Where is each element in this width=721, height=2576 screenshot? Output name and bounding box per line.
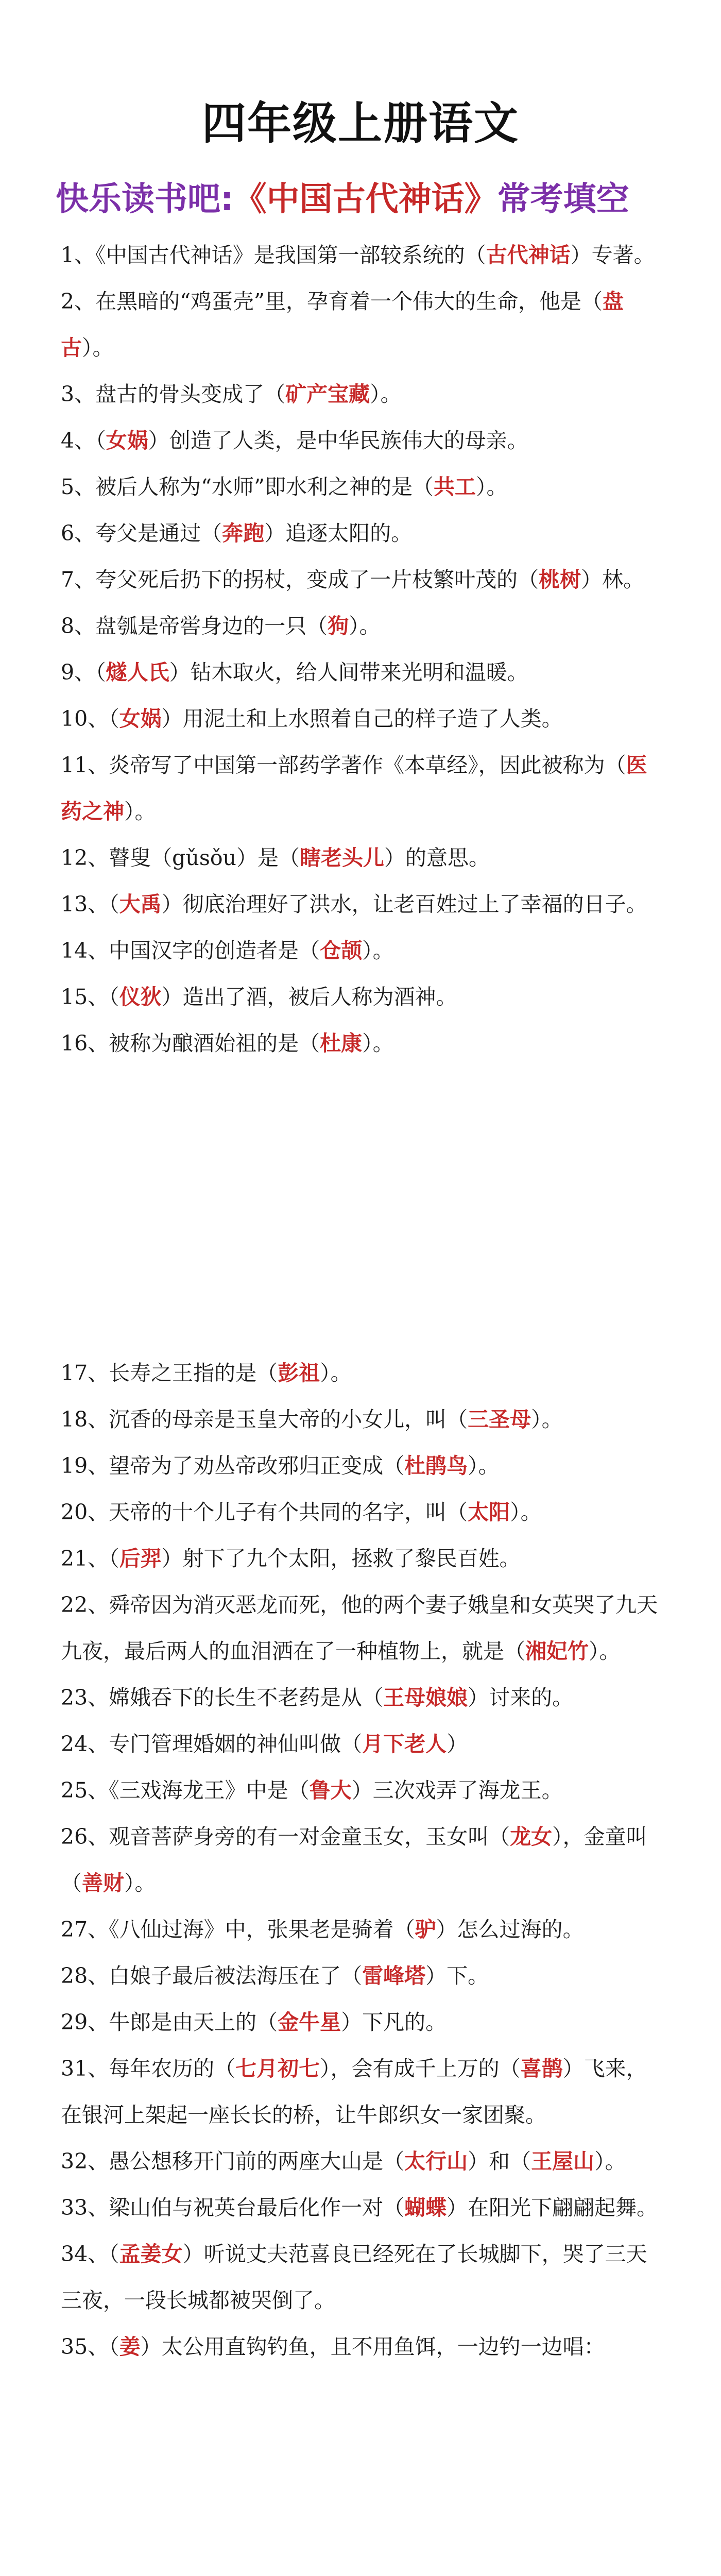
answer: 鲁大 (309, 1778, 352, 1803)
question-list-part-2 (61, 1350, 667, 2370)
answer: 姜 (119, 2334, 141, 2359)
answer: 大禹 (119, 892, 162, 917)
answer: 王母娘娘 (383, 1685, 468, 1710)
answer: 女娲 (106, 428, 148, 453)
question-item: 3、盘古的骨头变成了（矿产宝藏）。 (61, 382, 402, 406)
question-item: 32、愚公想移开门前的两座大山是（太行山）和（王屋山）。 (61, 2149, 626, 2174)
answer: 狗 (328, 614, 349, 638)
subtitle-suffix: 常考填空 (497, 180, 629, 218)
question-item: 17、长寿之王指的是（彭祖）。 (61, 1361, 352, 1385)
answer: 孟姜女 (119, 2242, 183, 2266)
answer: 盘古 (61, 289, 624, 360)
answer: 杜鹃鸟 (404, 1453, 468, 1478)
question-item: 35、（姜）太公用直钩钓鱼，且不用鱼饵，一边钓一边唱： (61, 2334, 605, 2359)
question-item: 21、（后羿）射下了九个太阳，拯救了黎民百姓。 (61, 1546, 521, 1571)
question-item: 7、夸父死后扔下的拐杖，变成了一片枝繁叶茂的（桃树）林。 (61, 567, 645, 592)
answer: 女娲 (119, 706, 162, 731)
question-item: 25、《三戏海龙王》中是（鲁大）三次戏弄了海龙王。 (61, 1778, 563, 1803)
question-item: 2、在黑暗的“鸡蛋壳”里，孕育着一个伟大的生命，他是（盘古）。 (61, 289, 624, 360)
answer: 龙女 (510, 1824, 553, 1849)
question-item: 23、嫦娥吞下的长生不老药是从（王母娘娘）讨来的。 (61, 1685, 574, 1710)
question-item: 4、（女娲）创造了人类，是中华民族伟大的母亲。 (61, 428, 528, 453)
question-item: 12、瞽叟（gǔsǒu）是（瞎老头儿）的意思。 (61, 845, 490, 870)
answer: 善财 (82, 1871, 124, 1895)
subtitle-prefix: 快乐读书吧: (56, 180, 234, 218)
answer: 古代神话 (486, 243, 571, 267)
answer: 仓颉 (320, 938, 363, 963)
question-item: 13、（大禹）彻底治理好了洪水，让老百姓过上了幸福的日子。 (61, 892, 647, 917)
question-item: 11、炎帝写了中国第一部药学著作《本草经》，因此被称为（医药之神）。 (61, 753, 647, 824)
answer: 瞎老头儿 (299, 845, 384, 870)
answer: 喜鹊 (520, 2056, 563, 2081)
answer: 湘妃竹 (525, 1639, 589, 1664)
subtitle-book: 《中国古代神话》 (233, 180, 497, 218)
page-title: 四年级上册语文 (202, 98, 519, 149)
question-item: 19、望帝为了劝丛帝改邪归正变成（杜鹃鸟）。 (61, 1453, 500, 1478)
question-item: 14、中国汉字的创造者是（仓颉）。 (61, 938, 394, 963)
question-item: 16、被称为酿酒始祖的是（杜康）。 (61, 1031, 394, 1056)
answer: 驴 (415, 1917, 436, 1942)
question-item: 28、白娘子最后被法海压在了（雷峰塔）下。 (61, 1963, 489, 1988)
question-item: 26、观音菩萨身旁的有一对金童玉女，玉女叫（龙女），金童叫（善财）。 (61, 1824, 647, 1895)
page-subtitle (56, 173, 720, 220)
question-item: 5、被后人称为“水师”即水利之神的是（共工）。 (61, 474, 508, 499)
question-item: 6、夸父是通过（奔跑）追逐太阳的。 (61, 521, 413, 546)
question-item: 18、沉香的母亲是玉皇大帝的小女儿，叫（三圣母）。 (61, 1407, 563, 1432)
question-item: 22、舜帝因为消灭恶龙而死，他的两个妻子娥皇和女英哭了九天九夜，最后两人的血泪洒在了一种植物上，就是（湘妃竹）。 (61, 1592, 658, 1664)
question-item: 33、梁山伯与祝英台最后化作一对（蝴蝶）在阳光下翩翩起舞。 (61, 2195, 658, 2220)
answer: 蝴蝶 (404, 2195, 447, 2220)
answer: 奔跑 (222, 521, 265, 546)
question-item: 9、（燧人氏）钻木取火，给人间带来光明和温暖。 (61, 660, 528, 685)
answer: 太阳 (468, 1500, 510, 1524)
answer: 共工 (434, 474, 476, 499)
question-item: 15、（仪狄）造出了酒，被后人称为酒神。 (61, 985, 457, 1009)
answer: 仪狄 (119, 985, 162, 1009)
answer: 医药之神 (61, 753, 647, 824)
question-item: 29、牛郎是由天上的（金牛星）下凡的。 (61, 2010, 447, 2035)
answer: 太行山 (404, 2149, 468, 2174)
answer: 七月初七 (235, 2056, 320, 2081)
question-list-part-1 (61, 232, 667, 1066)
answer: 燧人氏 (106, 660, 169, 685)
question-item: 8、盘瓠是帝喾身边的一只（狗）。 (61, 614, 381, 638)
answer: 桃树 (539, 567, 581, 592)
answer: 雷峰塔 (362, 1963, 426, 1988)
answer: 彭祖 (278, 1361, 320, 1385)
answer: 矿产宝藏 (285, 382, 370, 406)
question-item: 31、每年农历的（七月初七），会有成千上万的（喜鹊）飞来，在银河上架起一座长长的桥，让牛郎织女一家团聚。 (61, 2056, 647, 2127)
answer: 后羿 (119, 1546, 162, 1571)
question-item: 24、专门管理婚姻的神仙叫做（月下老人） (61, 1732, 468, 1756)
answer: 杜康 (320, 1031, 363, 1056)
answer: 月下老人 (362, 1732, 447, 1756)
answer: 金牛星 (278, 2010, 341, 2035)
answer: 王屋山 (531, 2149, 595, 2174)
question-item: 34、（孟姜女）听说丈夫范喜良已经死在了长城脚下，哭了三天三夜，一段长城都被哭倒了。 (61, 2242, 647, 2313)
question-item: 1、《中国古代神话》是我国第一部较系统的（古代神话）专著。 (61, 243, 655, 267)
answer: 三圣母 (468, 1407, 531, 1432)
question-item: 20、天帝的十个儿子有个共同的名字，叫（太阳）。 (61, 1500, 542, 1524)
question-item: 10、（女娲）用泥土和上水照着自己的样子造了人类。 (61, 706, 563, 731)
question-item: 27、《八仙过海》中，张果老是骑着（驴）怎么过海的。 (61, 1917, 584, 1942)
